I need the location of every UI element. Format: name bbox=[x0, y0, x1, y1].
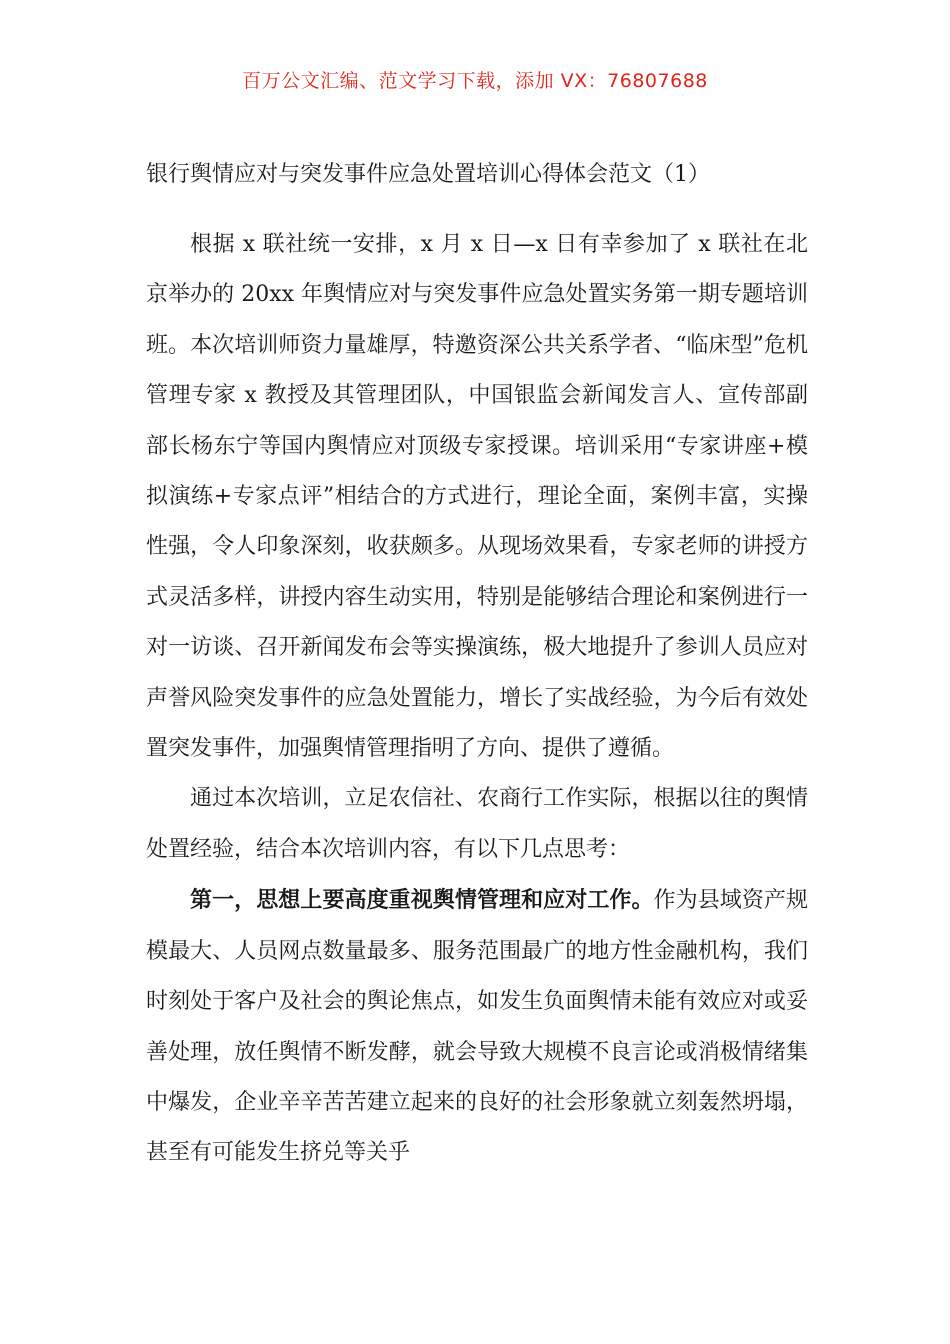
paragraph-lead: 第一，思想上要高度重视舆情管理和应对工作。 bbox=[190, 887, 654, 914]
paragraph-text: 作为县域资产规模最大、人员网点数量最多、服务范围最广的地方性金融机构，我们时刻处于客户及社会的舆论焦点，如发生负面舆情未能有效应对或妥善处理，放任舆情不断发酵，就会导致大规模不良言论或消极情绪集中爆发，企业辛辛苦苦建立起来的良好的社会形象就立刻轰然坍塌，甚至有可能发生挤兑等关乎 bbox=[146, 888, 808, 1166]
paragraph bbox=[146, 774, 808, 875]
paragraph-text: 通过本次培训，立足农信社、农商行工作实际，根据以往的舆情处置经验，结合本次培训内容，有以下几点思考： bbox=[146, 786, 808, 862]
paragraph bbox=[146, 875, 808, 1178]
document-title: 银行舆情应对与突发事件应急处置培训心得体会范文（1） bbox=[146, 162, 710, 187]
document-body bbox=[146, 220, 808, 1179]
watermark-header: 百万公文汇编、范文学习下载，添加 VX：76807688 bbox=[242, 70, 708, 92]
paragraph bbox=[146, 220, 808, 774]
paragraph-text: 根据 x 联社统一安排，x 月 x 日—x 日有幸参加了 x 联社在北京举办的 20xx 年舆情应对与突发事件应急处置实务第一期专题培训班。本次培训师资力量雄厚，特邀资深公共关系学者、“临床型”危机管理专家 x 教授及其管理团队，中国银监会新闻发言人、宣传部副部长杨东宁等国内舆情应对顶级专家授课。培训采用“专家讲座+模拟演练+专家点评”相结合的方式进行，理论全面，案例丰富，实操性强，令人印象深刻，收获颇多。从现场效果看，专家老师的讲授方式灵活多样，讲授内容生动实用，特别是能够结合理论和案例进行一对一访谈、召开新闻发布会等实操演练，极大地提升了参训人员应对声誉风险突发事件的应急处置能力，增长了实战经验，为今后有效处置突发事件，加强舆情管理指明了方向、提供了遵循。 bbox=[146, 232, 808, 762]
